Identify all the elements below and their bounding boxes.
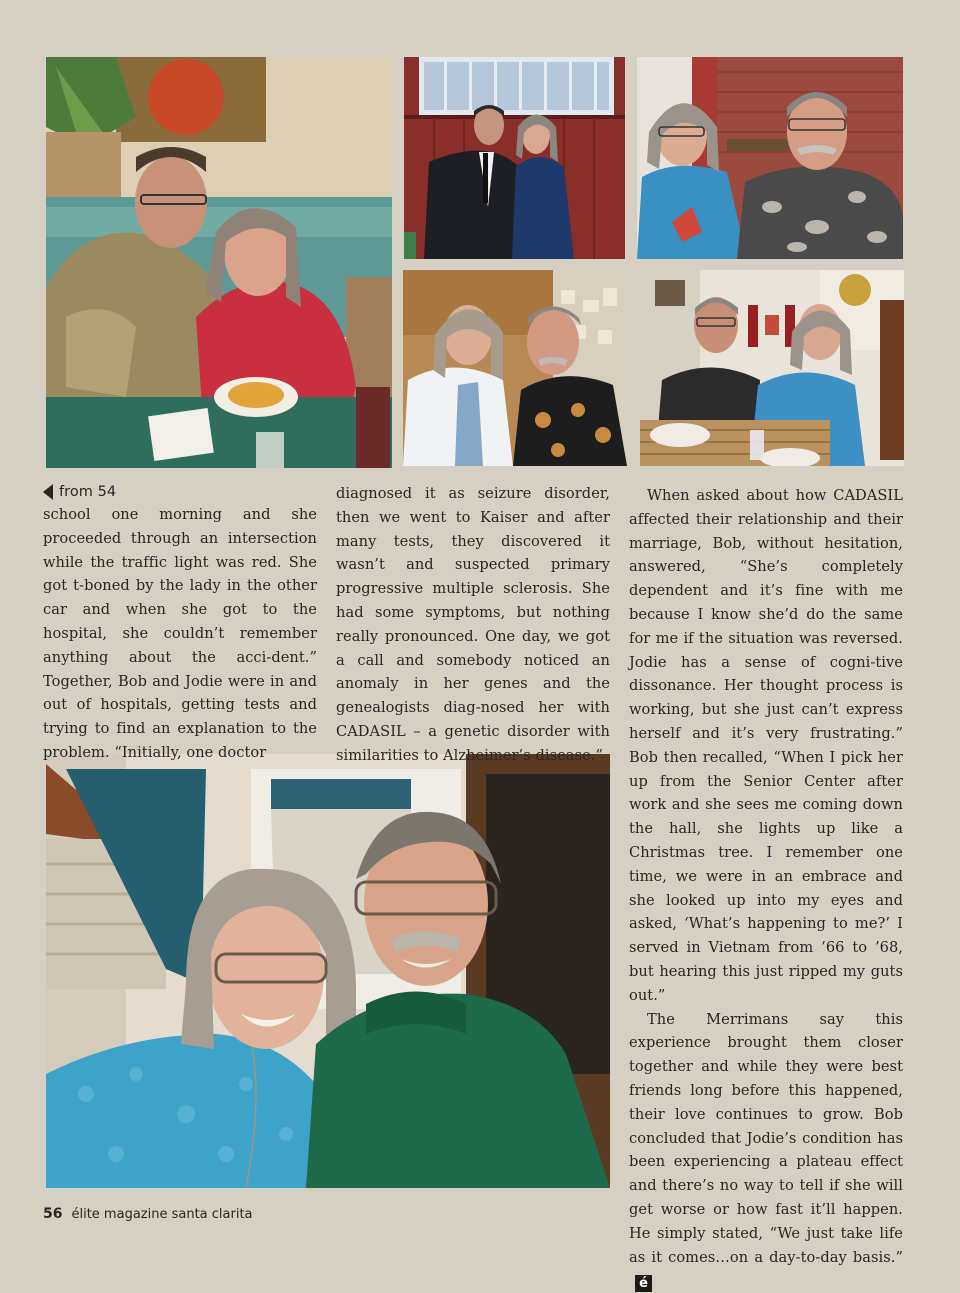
- couple-dining-table-photo: [640, 270, 904, 466]
- end-mark-icon: é: [635, 1275, 652, 1292]
- article-column-1: [43, 481, 317, 765]
- article-column-2: [336, 482, 610, 768]
- publication-name: élite magazine santa clarita: [71, 1207, 253, 1222]
- couple-brick-wall-photo: [637, 57, 903, 259]
- photo-restaurant: [46, 57, 392, 468]
- photo-dining: [640, 270, 904, 466]
- page-number: 56: [43, 1206, 63, 1222]
- couple-kitchen-photo: [403, 270, 627, 466]
- arrow-left-icon: [43, 484, 53, 500]
- photo-kitchen: [403, 270, 627, 466]
- article-column-3: [629, 484, 903, 1293]
- article-paragraph: When asked about how CADASIL affected their relationship and their marriage, Bob, without hesitation, answered, “She’s completely dependent and it’s fine with me because I know she’d do the same for me if the situation was reversed. Jodie has a sense of cogni-tive dissonance. Her thought process is working, but she just can’t express herself and it’s very frustrating.” Bob then recalled, “When I pick her up from the Senior Center after work and she sees me coming down the hall, she lights up like a Christmas tree. I remember one time, we were in an embrace and she looked up into my eyes and asked, ‘What’s happening to me?’ I served in Vietnam from ’66 to ’68, but hearing this just ripped my guts out.”: [629, 487, 903, 1004]
- continued-from-marker: [43, 481, 317, 503]
- article-paragraph-final: [629, 1008, 903, 1293]
- photo-brick-wall: [637, 57, 903, 259]
- couple-portrait-photo: [46, 754, 610, 1188]
- couple-restaurant-photo: [46, 57, 392, 468]
- couple-formal-photo: [404, 57, 625, 259]
- continued-from-label: from 54: [59, 484, 117, 500]
- photo-wedding: [404, 57, 625, 259]
- article-paragraph: school one morning and she proceeded through an intersection while the traffic light was red. She got t-boned by the lady in the other car and when she got to the hospital, she couldn’t remember anything about the acci-dent.” Together, Bob and Jodie were in and out of hospitals, getting tests and trying to find an explanation to the problem. “Initially, one doctor: [43, 506, 317, 761]
- article-final-text: The Merrimans say this experience brought them closer together and while they were best friends long before this happened, their love continues to grow. Bob concluded that Jodie’s condition has been experiencing a plateau effect and there’s no way to tell if she will get worse or how fast it’ll happen. He simply stated, “We just take life as it comes…on a day-to-day basis.”: [629, 1010, 903, 1266]
- page-footer: [43, 1206, 253, 1222]
- photo-large: [46, 754, 610, 1188]
- article-paragraph: diagnosed it as seizure disorder, then we went to Kaiser and after many tests, they discovered it wasn’t and suspected primary progressive multiple sclerosis. She had some symptoms, but nothing really pronounced. One day, we got a call and somebody noticed an anomaly in her genes and the genealogists diag-nosed her with CADASIL – a genetic disorder with similarities to Alzheimer’s disease.”: [336, 485, 610, 764]
